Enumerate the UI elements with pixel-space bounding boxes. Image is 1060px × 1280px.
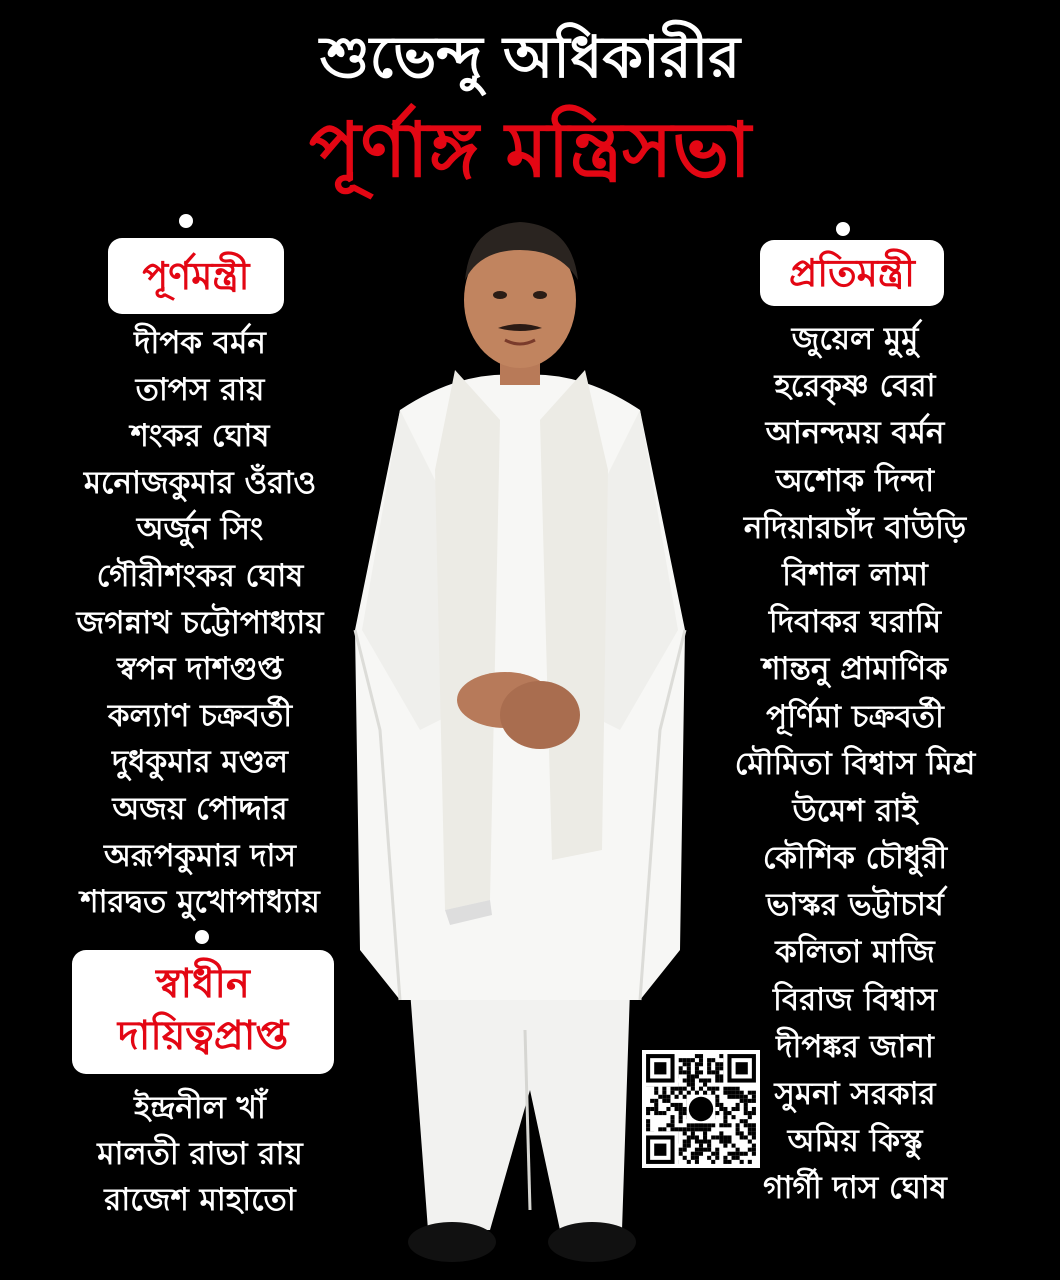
bullet-dot [836, 222, 850, 236]
minister-name: দীপঙ্কর জানা [776, 1028, 934, 1065]
label-independent-line-2: দায়িত্বপ্রাপ্ত [117, 1013, 289, 1059]
minister-name: নদিয়ারচাঁদ বাউড়ি [743, 509, 967, 546]
minister-name: অরূপকুমার দাস [104, 837, 296, 874]
minister-name: হরেকৃষ্ণ বেরা [774, 368, 936, 405]
minister-name: তাপস রায় [135, 371, 265, 408]
minister-name: ইন্দ্রনীল খাঁ [134, 1090, 266, 1126]
minister-name: বিশাল লামা [782, 556, 928, 593]
bullet-dot [179, 214, 193, 228]
independent-charge-list [40, 1085, 360, 1223]
minister-name: গৌরীশংকর ঘোষ [96, 557, 304, 594]
minister-name: কৌশিক চৌধুরী [762, 840, 948, 877]
minister-name: উমেশ রাই [792, 792, 918, 829]
minister-name: দীপক বর্মন [134, 325, 266, 361]
minister-name: অজয় পোদ্দার [112, 790, 288, 827]
minister-name: অর্জুন সিং [136, 511, 264, 548]
minister-name: দিবাকর ঘরামি [768, 604, 942, 641]
minister-name: মৌমিতা বিশ্বাস মিশ্র [734, 745, 976, 782]
bullet-dot [195, 930, 209, 944]
title-line-2: পূর্ণাঙ্গ মন্ত্রিসভা [308, 105, 752, 194]
minister-name: অমিয় কিস্কু [787, 1123, 923, 1160]
label-full-ministers [108, 238, 284, 314]
minister-name: জুয়েল মুর্মু [791, 321, 919, 357]
label-full-ministers-text: পূর্ণমন্ত্রী [142, 254, 250, 298]
full-ministers-list [40, 320, 360, 926]
minister-name: গার্গী দাস ঘোষ [763, 1170, 947, 1207]
minister-name: শংকর ঘোষ [130, 418, 270, 455]
label-state-ministers [760, 240, 944, 306]
minister-name: বিরাজ বিশ্বাস [773, 981, 937, 1018]
minister-name: জগন্নাথ চট্টোপাধ্যায় [76, 604, 324, 641]
minister-name: রাজেশ মাহাতো [104, 1182, 296, 1218]
qr-code[interactable] [642, 1050, 760, 1168]
label-state-ministers-text: প্রতিমন্ত্রী [788, 251, 916, 295]
minister-name: স্বপন দাশগুপ্ত [117, 651, 283, 688]
minister-name: দুধকুমার মণ্ডল [112, 744, 288, 781]
title-line-1: শুভেন্দু অধিকারীর [319, 23, 741, 91]
minister-name: মালতী রাভা রায় [97, 1136, 303, 1172]
label-independent-line-1: স্বাধীন [156, 961, 250, 1007]
minister-name: মনোজকুমার ওঁরাও [83, 464, 317, 501]
minister-name: আনন্দময় বর্মন [765, 415, 945, 452]
minister-name: সুমনা সরকার [774, 1076, 936, 1112]
label-independent-charge [72, 950, 334, 1074]
minister-name: অশোক দিন্দা [775, 462, 935, 499]
minister-name: শারদ্বত মুখোপাধ্যায় [80, 884, 320, 921]
minister-name: পূর্ণিমা চক্রবর্তী [766, 698, 944, 735]
minister-name: শান্তনু প্রামাণিক [762, 651, 948, 688]
minister-name: কল্যাণ চক্রবর্তী [107, 697, 293, 734]
minister-name: ভাস্কর ভট্টাচার্য [766, 887, 944, 924]
minister-name: কলিতা মাজি [775, 934, 935, 971]
